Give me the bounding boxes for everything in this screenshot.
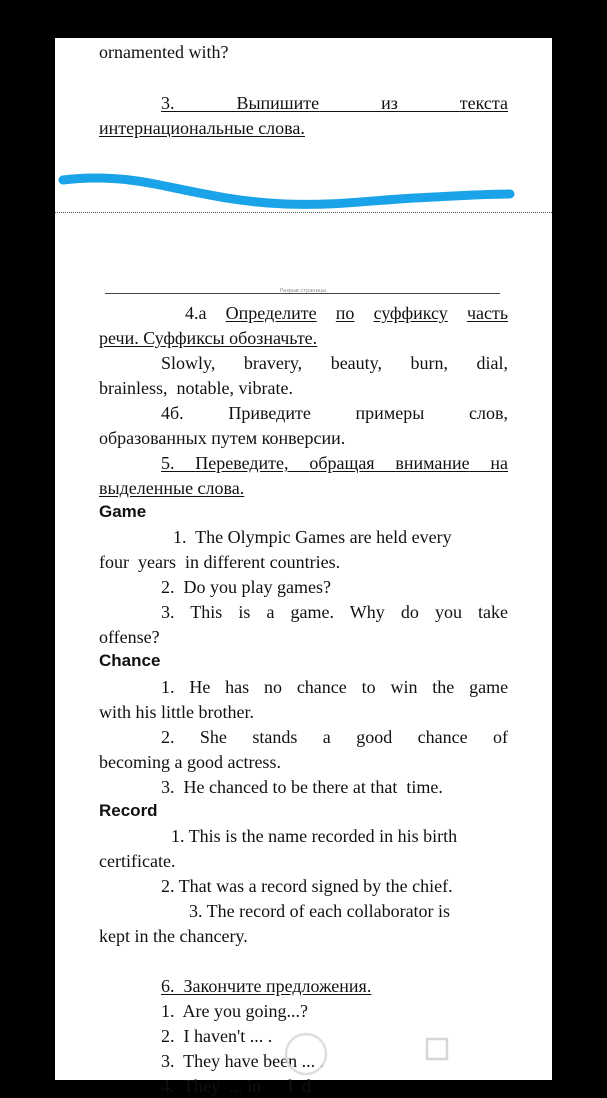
record-heading: Record xyxy=(99,801,158,820)
chance-1-line-1: 1. He has no chance to win the game xyxy=(161,677,509,697)
words-line-1: Slowly, bravery, beauty, burn, dial, xyxy=(161,353,509,373)
chance-1-line-2: with his little brother. xyxy=(99,702,254,722)
task-5-line-2: выделенные слова. xyxy=(99,478,245,498)
task-6: 6. Закончите предложения. xyxy=(161,976,372,996)
task-4a-line-2: речи. Суффиксы обозначьте. xyxy=(99,328,318,348)
game-3-line-1: 3. This is a game. Why do you take xyxy=(161,602,508,622)
game-1-line-2: four years in different countries. xyxy=(99,552,341,572)
sentence-6-3: 3. They have been ... . xyxy=(161,1051,325,1071)
record-3-line-1: 3. The record of each collaborator is xyxy=(189,901,451,921)
record-1-line-1: 1. This is the name recorded in his birth xyxy=(171,826,458,846)
task-3-line-2: интернациональные слова. xyxy=(99,118,305,138)
chance-2-line-1: 2. She stands a good chance of xyxy=(161,727,508,747)
record-3-line-2: kept in the chancery. xyxy=(99,926,248,946)
home-circle-icon[interactable] xyxy=(280,1028,332,1080)
task-4b-line-2: образованных путем конверсии. xyxy=(99,428,346,448)
task-4b-line-1: 4б. Приведите примеры слов, xyxy=(161,403,508,423)
task-5-line-1: 5. Переведите, обращая внимание на xyxy=(161,453,509,473)
words-line-2: brainless, notable, vibrate. xyxy=(99,378,293,398)
game-1-line-1: 1. The Olympic Games are held every xyxy=(173,527,452,547)
chance-3: 3. He chanced to be there at that time. xyxy=(161,777,443,797)
game-3-line-2: offense? xyxy=(99,627,160,647)
chance-2-line-2: becoming a good actress. xyxy=(99,752,281,772)
task-4a-line-1: 4.а Определите по суффиксу часть xyxy=(185,303,509,323)
sentence-6-2: 2. I haven't ... . xyxy=(161,1026,273,1046)
page-break-caption: Разрыв страницы xyxy=(280,288,327,294)
record-1-line-2: certificate. xyxy=(99,851,176,871)
game-2: 2. Do you play games? xyxy=(161,577,331,597)
record-2: 2. That was a record signed by the chief. xyxy=(161,876,453,896)
blue-scribble xyxy=(55,172,525,222)
task-3-line-1: 3. Выпишите из текста xyxy=(161,93,508,113)
sentence-6-1: 1. Are you going...? xyxy=(161,1001,308,1021)
top-fragment: ornamented with? xyxy=(99,42,229,62)
chance-heading: Chance xyxy=(99,651,161,670)
game-heading: Game xyxy=(99,502,147,521)
sentence-6-4: 4. They ... in l d xyxy=(161,1076,312,1096)
recents-square-icon[interactable] xyxy=(424,1036,452,1064)
